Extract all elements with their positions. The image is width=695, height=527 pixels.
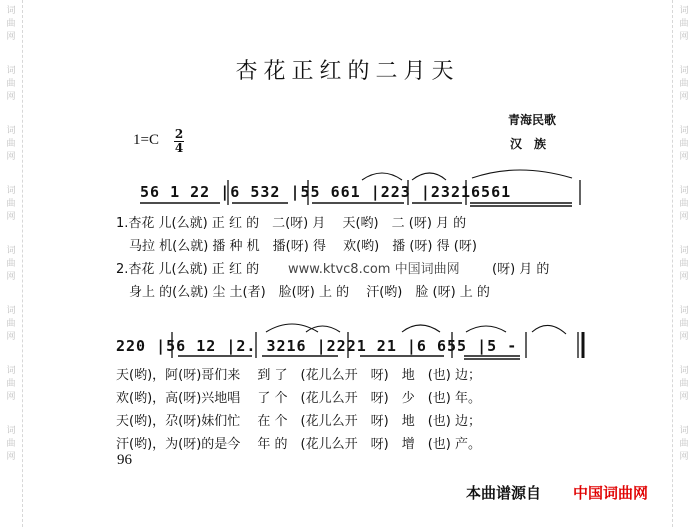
watermark-glyph: 曲 — [679, 259, 689, 269]
watermark-glyph: 曲 — [679, 379, 689, 389]
inline-watermark: www.ktvc8.com 中国词曲网 — [288, 262, 460, 277]
time-signature-top: 2 — [174, 127, 184, 141]
lyric-line-2-verse-2b: 汗(哟)，为(呀)的是今 年 的 (花儿么开 呀) 增 (也) 产。 — [116, 437, 481, 452]
page-number: 96 — [117, 452, 132, 468]
watermark-glyph: 词 — [679, 126, 689, 136]
watermark-glyph: 曲 — [6, 139, 16, 149]
watermark-glyph: 词 — [6, 306, 16, 316]
watermark-glyph: 词 — [6, 366, 16, 376]
watermark-glyph: 曲 — [679, 19, 689, 29]
watermark-glyph: 词 — [679, 366, 689, 376]
watermark-glyph: 网 — [679, 152, 689, 162]
watermark-glyph: 曲 — [6, 19, 16, 29]
watermark-glyph: 曲 — [6, 319, 16, 329]
watermark-glyph: 曲 — [6, 79, 16, 89]
lyric-line-1-verse-1b: 马拉 机(么就) 播 种 机 播(呀) 得 欢(哟) 播 (呀) 得 (呀) — [116, 239, 477, 254]
slurs-line-1 — [362, 170, 572, 180]
notation-line-2: 220 |56 12 |2. 3216 |2221 21 |6 655 |5 - — [116, 337, 518, 355]
watermark-glyph: 网 — [6, 212, 16, 222]
watermark-glyph: 曲 — [6, 379, 16, 389]
watermark-glyph: 曲 — [6, 199, 16, 209]
watermark-glyph: 曲 — [679, 79, 689, 89]
song-origin: 青海民歌 — [508, 113, 557, 127]
watermark-glyph: 词 — [6, 426, 16, 436]
watermark-glyph: 曲 — [679, 199, 689, 209]
watermark-glyph: 网 — [679, 272, 689, 282]
notation-line-1: 56 1 22 |6 532 |55 661 |223 |23216561 — [140, 183, 512, 201]
watermark-glyph: 曲 — [679, 139, 689, 149]
watermark-glyph: 网 — [6, 332, 16, 342]
lyric-line-2-verse-2: 天(哟)，尕(呀)妹们忙 在 个 (花儿么开 呀) 地 (也) 边； — [116, 414, 481, 429]
lyric-line-1-verse-1: 1.杏花 儿(么就) 正 红 的 二(呀) 月 天(哟) 二 (呀) 月 的 — [116, 216, 467, 231]
watermark-glyph: 曲 — [679, 439, 689, 449]
source-site: 中国词曲网 — [573, 484, 649, 502]
watermark-glyph: 网 — [6, 152, 16, 162]
song-title: 杏花正红的二月天 — [235, 59, 460, 84]
time-signature-bottom: 4 — [174, 141, 184, 155]
underlines-line-1 — [140, 203, 572, 206]
key-signature: 1=C — [133, 132, 159, 148]
watermark-glyph: 网 — [679, 392, 689, 402]
barlines-line-2 — [172, 332, 583, 358]
watermark-glyph: 词 — [6, 66, 16, 76]
watermark-glyph: 曲 — [6, 439, 16, 449]
watermark-glyph: 词 — [679, 306, 689, 316]
watermark-glyph: 网 — [679, 32, 689, 42]
lyric-line-1-verse-2-tail: (呀) 月 的 — [492, 262, 550, 277]
watermark-glyph: 词 — [679, 66, 689, 76]
lyric-line-2-verse-1b: 欢(哟)，高(呀)兴地唱 了 个 (花儿么开 呀) 少 (也) 年。 — [116, 391, 481, 406]
watermark-glyph: 网 — [6, 392, 16, 402]
watermark-glyph: 词 — [679, 246, 689, 256]
watermark-glyph: 网 — [6, 92, 16, 102]
watermark-glyph: 词 — [679, 6, 689, 16]
watermark-glyph: 词 — [679, 186, 689, 196]
watermark-glyph: 网 — [6, 452, 16, 462]
watermark-glyph: 词 — [6, 6, 16, 16]
watermark-glyph: 网 — [679, 332, 689, 342]
underlines-line-2 — [178, 356, 520, 359]
watermark-glyph: 网 — [6, 32, 16, 42]
watermark-glyph: 网 — [679, 212, 689, 222]
song-ethnicity: 汉 族 — [510, 137, 547, 151]
lyric-line-2-verse-1: 天(哟)，阿(呀)哥们来 到 了 (花儿么开 呀) 地 (也) 边； — [116, 368, 481, 383]
source-label: 本曲谱源自 — [466, 484, 542, 502]
lyric-line-1-verse-2b: 身上 的(么就) 尘 土(者) 脸(呀) 上 的 汗(哟) 脸 (呀) 上 的 — [116, 285, 490, 300]
lyric-line-1-verse-2: 2.杏花 儿(么就) 正 红 的 — [116, 262, 260, 277]
watermark-glyph: 词 — [6, 246, 16, 256]
watermark-glyph: 曲 — [679, 319, 689, 329]
watermark-glyph: 词 — [6, 126, 16, 136]
watermark-glyph: 网 — [679, 452, 689, 462]
watermark-glyph: 词 — [6, 186, 16, 196]
watermark-glyph: 网 — [679, 92, 689, 102]
watermark-glyph: 曲 — [6, 259, 16, 269]
watermark-glyph: 词 — [679, 426, 689, 436]
slurs-line-2 — [266, 324, 566, 334]
watermark-glyph: 网 — [6, 272, 16, 282]
barlines-line-1 — [228, 180, 580, 205]
